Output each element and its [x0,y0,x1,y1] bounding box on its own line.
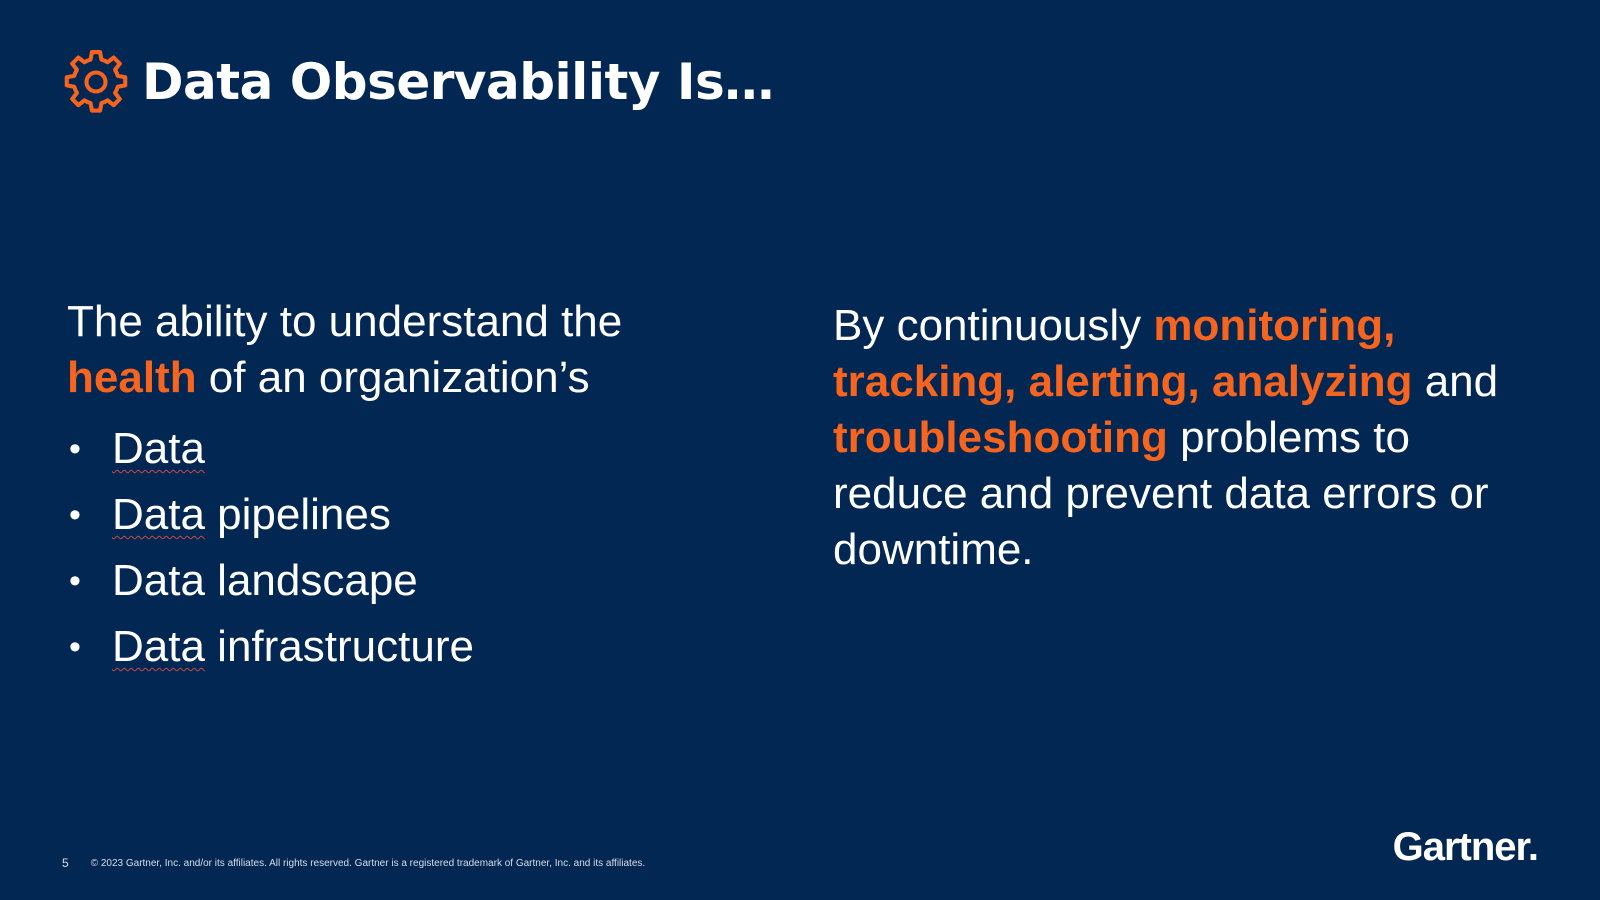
intro-line: The ability to understand the [67,297,623,346]
intro-rest: of an organization’s [196,353,590,402]
left-column [67,294,747,680]
gartner-logo: Gartner. [1392,825,1538,869]
description-part: and [1412,357,1499,406]
bullet-item [67,482,747,548]
footer [62,856,645,870]
description-part: problems to reduce and prevent data errors or downtime. [833,413,1489,574]
definition-text [67,294,747,406]
bullet-list [67,416,747,680]
page-number: 5 [62,856,69,870]
bullet-word: Data landscape [112,556,418,605]
bullet-dot-icon: • [69,430,81,468]
gear-icon [62,48,130,116]
copyright-text: © 2023 Gartner, Inc. and/or its affiliates. All rights reserved. Gartner is a registered trademark of Gartner, Inc. and its affiliates. [90,857,646,869]
bullet-word: Data [112,622,205,671]
highlight-actions: monitoring, tracking, alerting, analyzing [833,301,1413,406]
highlight-troubleshooting: troubleshooting [833,413,1168,462]
bullet-rest: pipelines [204,490,391,539]
bullet-word: Data [112,490,205,539]
bullet-dot-icon: • [69,562,81,600]
right-column-description [833,298,1513,578]
description-part: By continuously [833,301,1154,350]
bullet-item [67,548,747,614]
bullet-dot-icon: • [69,496,81,534]
bullet-item [67,416,747,482]
slide-title: Data Observability Is… [142,53,774,111]
bullet-dot-icon: • [69,628,81,666]
bullet-item [67,614,747,680]
title-row [62,48,774,116]
bullet-word: Data [112,424,205,473]
highlight-health: health [67,353,197,402]
bullet-rest: infrastructure [204,622,474,671]
